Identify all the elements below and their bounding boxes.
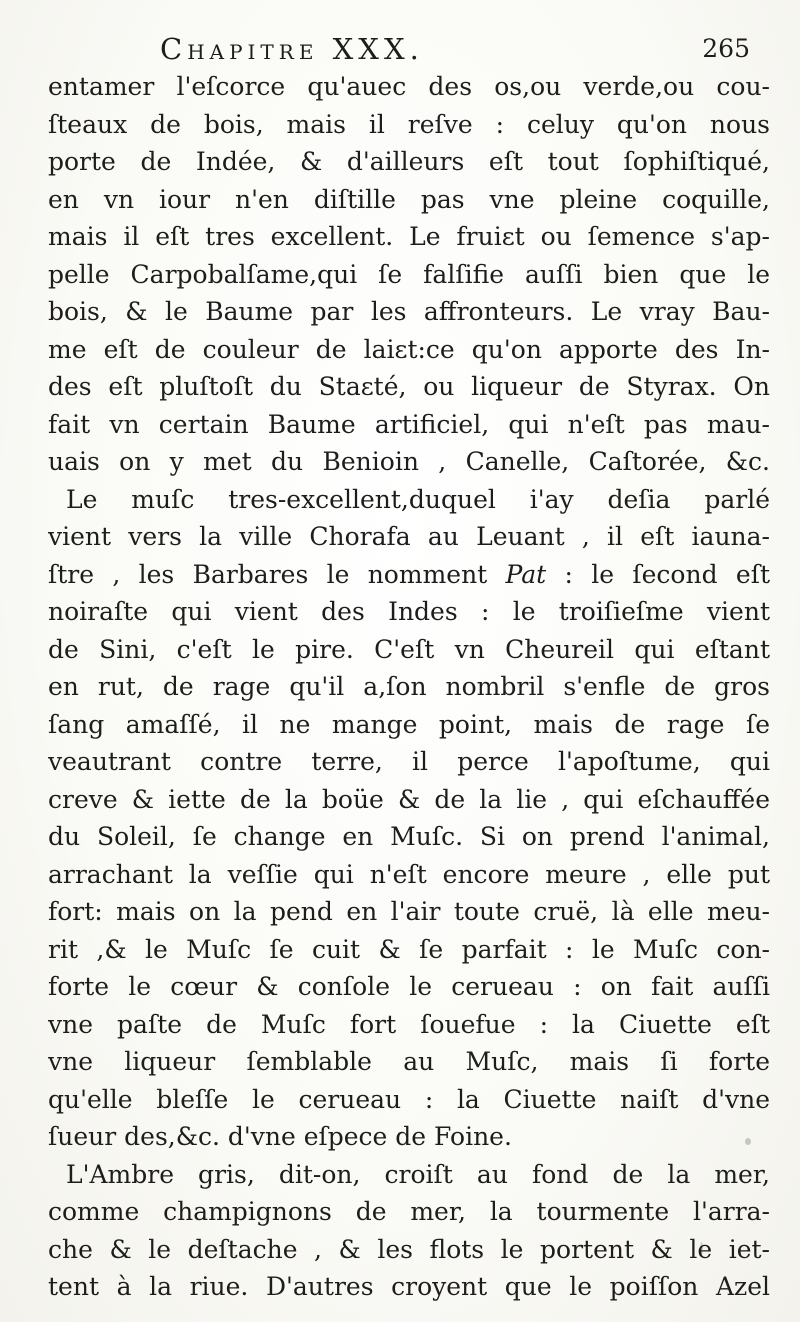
text-line: qu'elle bleſſe le cerueau : la Ciuette naiſt d'vne bbox=[48, 1084, 770, 1114]
ink-speck bbox=[700, 1242, 703, 1256]
text-line: de Sini, c'eſt le pire. C'eſt vn Cheureil qui eſtant bbox=[48, 634, 770, 664]
text-line: vient vers la ville Chorafa au Leuant , il eſt iauna- bbox=[48, 522, 770, 551]
text-line: des eſt pluſtoſt du Staɛté, ou liqueur de Styrax. On bbox=[48, 372, 770, 401]
text-line: pelle Carpobalſame,qui ſe falſifie auſſi bien que le bbox=[48, 259, 770, 289]
text-line: comme champignons de mer, la tourmente l'arra- bbox=[48, 1197, 770, 1226]
text-line: arrachant la veſſie qui n'eſt encore meure , elle put bbox=[48, 859, 770, 889]
text-line: ſueur des,&c. d'vne eſpece de Foine. bbox=[48, 1122, 512, 1151]
text-line: fort: mais on la pend en l'air toute cruë, là elle meu- bbox=[48, 897, 770, 926]
text-line: ſteaux de bois, mais il reſve : celuy qu'on nous bbox=[48, 109, 770, 139]
text-line: mais il eſt tres excellent. Le fruiɛt ou ſemence s'ap- bbox=[48, 222, 770, 251]
text-line: ſtre , les Barbares le nomment Pat : le ſecond eſt bbox=[48, 559, 770, 589]
ink-speck bbox=[745, 1138, 751, 1145]
text-line: en rut, de rage qu'il a,ſon nombril s'enfle de gros bbox=[48, 672, 770, 701]
text-line: forte le cœur & conſole le cerueau : on fait auſſi bbox=[48, 972, 770, 1001]
text-line: entamer l'eſcorce qu'auec des os,ou verde,ou cou- bbox=[48, 72, 770, 101]
text-line: vne paſte de Muſc fort ſouefue : la Ciuette eſt bbox=[48, 1009, 770, 1039]
text-line: me eſt de couleur de laiɛt:ce qu'on apporte des In- bbox=[48, 334, 770, 364]
text-line: vne liqueur ſemblable au Muſc, mais ſi forte bbox=[48, 1047, 770, 1076]
page-number: 265 bbox=[702, 34, 750, 63]
text-line: veautrant contre terre, il perce l'apoſtume, qui bbox=[48, 747, 770, 776]
text-line: Le muſc tres-excellent,duquel i'ay deſia parlé bbox=[66, 484, 770, 514]
text-line: du Soleil, ſe change en Muſc. Si on prend l'animal, bbox=[48, 822, 770, 851]
text-line: fait vn certain Baume artificiel, qui n'eſt pas mau- bbox=[48, 409, 770, 439]
text-line: en vn iour n'en diſtille pas vne pleine coquille, bbox=[48, 184, 770, 214]
text-line: noiraſte qui vient des Indes : le troiſieſme vient bbox=[48, 597, 770, 626]
text-line: L'Ambre gris, dit-on, croiſt au fond de la mer, bbox=[66, 1159, 770, 1189]
text-line: rit ,& le Muſc ſe cuit & ſe parfait : le Muſc con- bbox=[48, 934, 770, 964]
text-line: che & le deſtache , & les flots le portent & le iet- bbox=[48, 1234, 770, 1264]
text-line: ſang amaſſé, il ne mange point, mais de rage ſe bbox=[48, 709, 770, 739]
page-header bbox=[160, 32, 780, 72]
running-head: Chapitre XXX. bbox=[160, 32, 424, 66]
body-text bbox=[48, 68, 770, 1306]
text-line: tent à la riue. D'autres croyent que le poiſſon Azel bbox=[48, 1272, 770, 1301]
text-line: bois, & le Baume par les affronteurs. Le vray Bau- bbox=[48, 297, 770, 326]
text-line: creve & iette de la boüe & de la lie , qui eſchauffée bbox=[48, 784, 770, 814]
text-line: uais on y met du Benioin , Canelle, Caſtorée, &c. bbox=[48, 447, 770, 476]
italic-word: Pat bbox=[505, 559, 547, 589]
text-line: porte de Indée, & d'ailleurs eſt tout ſophiſtiqué, bbox=[48, 147, 770, 176]
